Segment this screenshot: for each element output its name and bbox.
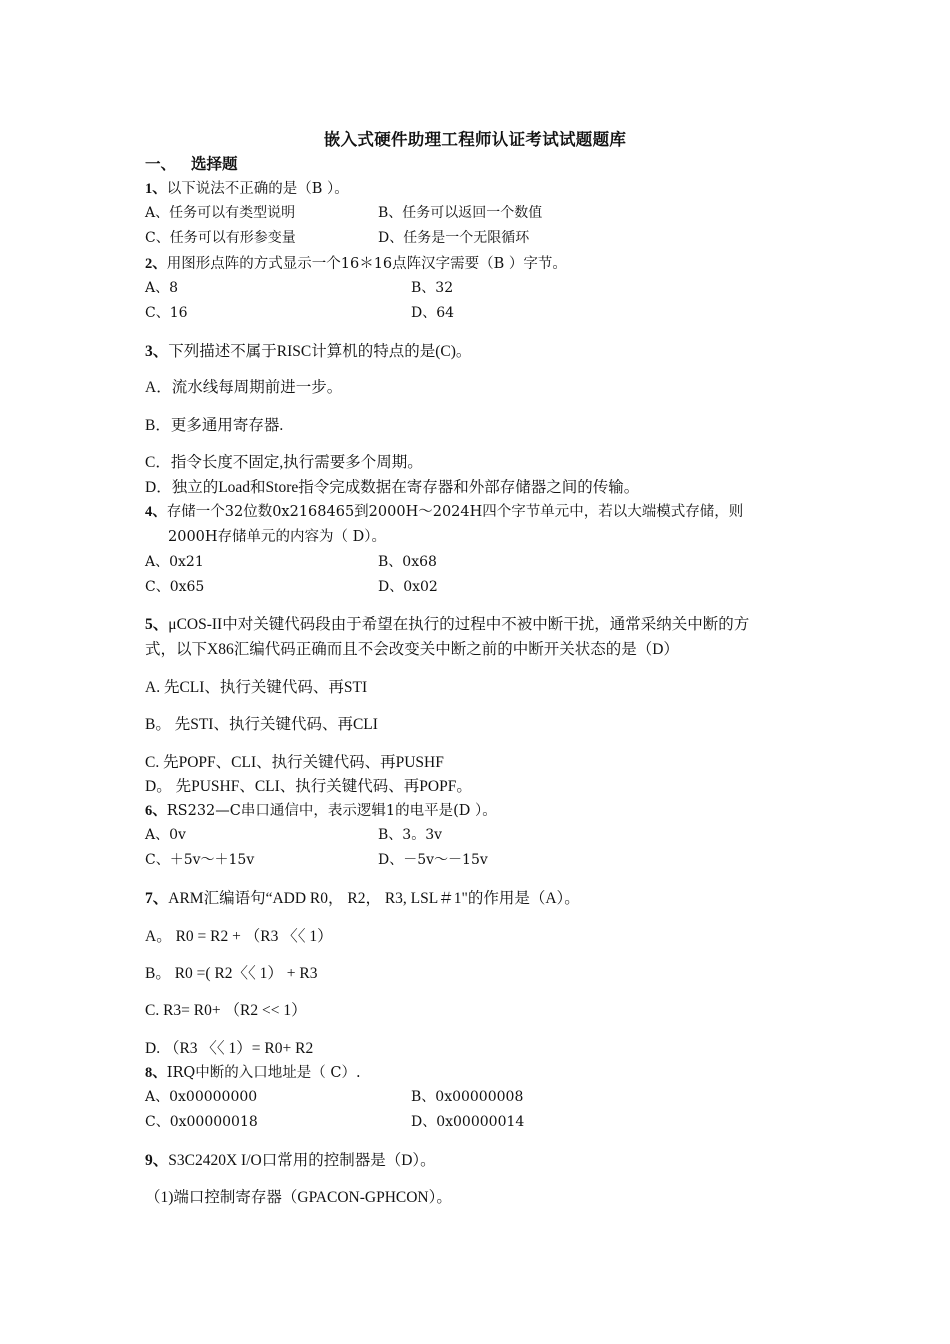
option-d: D、64 xyxy=(411,305,455,321)
question-7 xyxy=(145,886,580,908)
option-d: D、任务是一个无限循环 xyxy=(378,230,530,246)
question-5-continued: 式，以下X86汇编代码正确而且不会改变关中断之前的中断开关状态的是（D） xyxy=(145,641,679,658)
question-text: IRQ中断的入口地址是（ C）. xyxy=(166,1065,361,1081)
question-number: 9、 xyxy=(145,1152,169,1169)
question-9 xyxy=(145,1148,436,1170)
option-c: C、＋5v～＋15v xyxy=(145,852,255,868)
document-title: 嵌入式硬件助理工程师认证考试试题题库 xyxy=(323,130,627,149)
question-number: 7、 xyxy=(145,890,169,907)
question-2 xyxy=(145,252,567,273)
question-number: 5、 xyxy=(145,616,169,633)
q7-option-c: C. R3= R0+ （R2 << 1） xyxy=(145,1002,307,1019)
option-b: B、0x00000008 xyxy=(411,1089,524,1105)
question-text: S3C2420X I/O口常用的控制器是（D）。 xyxy=(168,1152,436,1169)
question-4 xyxy=(145,500,743,521)
q3-option-d: D．独立的Load和Store指令完成数据在寄存器和外部存储器之间的传输。 xyxy=(145,479,640,496)
option-b: B、0x68 xyxy=(378,554,437,570)
question-number: 6、 xyxy=(145,803,167,819)
question-text: 用图形点阵的方式显示一个16＊16点阵汉字需要（B ）字节。 xyxy=(166,256,567,272)
question-text: 下列描述不属于RISC计算机的特点的是(C)。 xyxy=(168,343,472,360)
option-c: C、0x00000018 xyxy=(145,1114,258,1130)
option-c: C、0x65 xyxy=(145,579,205,595)
question-number: 8、 xyxy=(145,1065,167,1081)
option-a: A、0x21 xyxy=(145,554,204,570)
q9-item-1: （1)端口控制寄存器（GPACON-GPHCON）。 xyxy=(145,1189,452,1206)
option-a: A、任务可以有类型说明 xyxy=(145,205,296,221)
question-text: RS232—C串口通信中，表示逻辑1的电平是(D ）。 xyxy=(166,803,497,819)
section-heading xyxy=(145,152,238,174)
option-a: A、0v xyxy=(145,827,186,843)
q5-option-b: B。 先STI、执行关键代码、再CLI xyxy=(145,716,378,733)
q3-option-b: B．更多通用寄存器. xyxy=(145,417,284,434)
question-number: 4、 xyxy=(145,504,167,520)
question-number: 2、 xyxy=(145,256,167,272)
question-number: 3、 xyxy=(145,343,169,360)
option-d: D、0x02 xyxy=(378,579,438,595)
question-4-continued: 2000H存储单元的内容为（ D）。 xyxy=(168,529,387,545)
question-text: 以下说法不正确的是（B ）。 xyxy=(166,181,349,197)
question-3 xyxy=(145,339,471,361)
option-d: D、－5v～－15v xyxy=(378,852,488,868)
question-1 xyxy=(145,177,349,198)
option-d: D、0x00000014 xyxy=(411,1114,525,1130)
q5-option-d: D。 先PUSHF、CLI、执行关键代码、再POPF。 xyxy=(145,778,472,795)
question-text: 存储一个32位数0x2168465到2000H～2024H四个字节单元中，若以大端模式存储，则 xyxy=(166,504,744,520)
q5-option-a: A. 先CLI、执行关键代码、再STI xyxy=(145,679,368,696)
q7-option-b: B。 R0 =( R2〈〈 1） + R3 xyxy=(145,965,318,982)
option-c: C、任务可以有形参变量 xyxy=(145,230,296,246)
q7-option-d: D. （R3 〈〈 1）= R0+ R2 xyxy=(145,1040,314,1057)
q3-option-c: C．指令长度不固定,执行需要多个周期。 xyxy=(145,454,423,471)
question-text: μCOS-II中对关键代码段由于希望在执行的过程中不被中断干扰，通常采纳关中断的方 xyxy=(168,616,750,633)
q3-option-a: A．流水线每周期前进一步。 xyxy=(145,379,343,396)
section-label: 选择题 xyxy=(191,154,238,173)
option-c: C、16 xyxy=(145,305,188,321)
q7-option-a: A。 R0 = R2 + （R3 〈〈 1） xyxy=(145,928,333,945)
question-number: 1、 xyxy=(145,181,167,197)
question-text: ARM汇编语句“ADD R0， R2， R3, LSL＃1"的作用是（A）。 xyxy=(168,890,580,907)
option-b: B、任务可以返回一个数值 xyxy=(378,205,543,221)
q5-option-c: C. 先POPF、CLI、执行关键代码、再PUSHF xyxy=(145,754,444,771)
option-a: A、0x00000000 xyxy=(145,1089,258,1105)
option-a: A、8 xyxy=(145,280,179,296)
question-5 xyxy=(145,612,749,634)
option-b: B、3。3v xyxy=(378,827,443,843)
option-b: B、32 xyxy=(411,280,454,296)
question-6 xyxy=(145,799,497,820)
question-8 xyxy=(145,1061,361,1082)
section-number: 一、 xyxy=(145,154,177,173)
